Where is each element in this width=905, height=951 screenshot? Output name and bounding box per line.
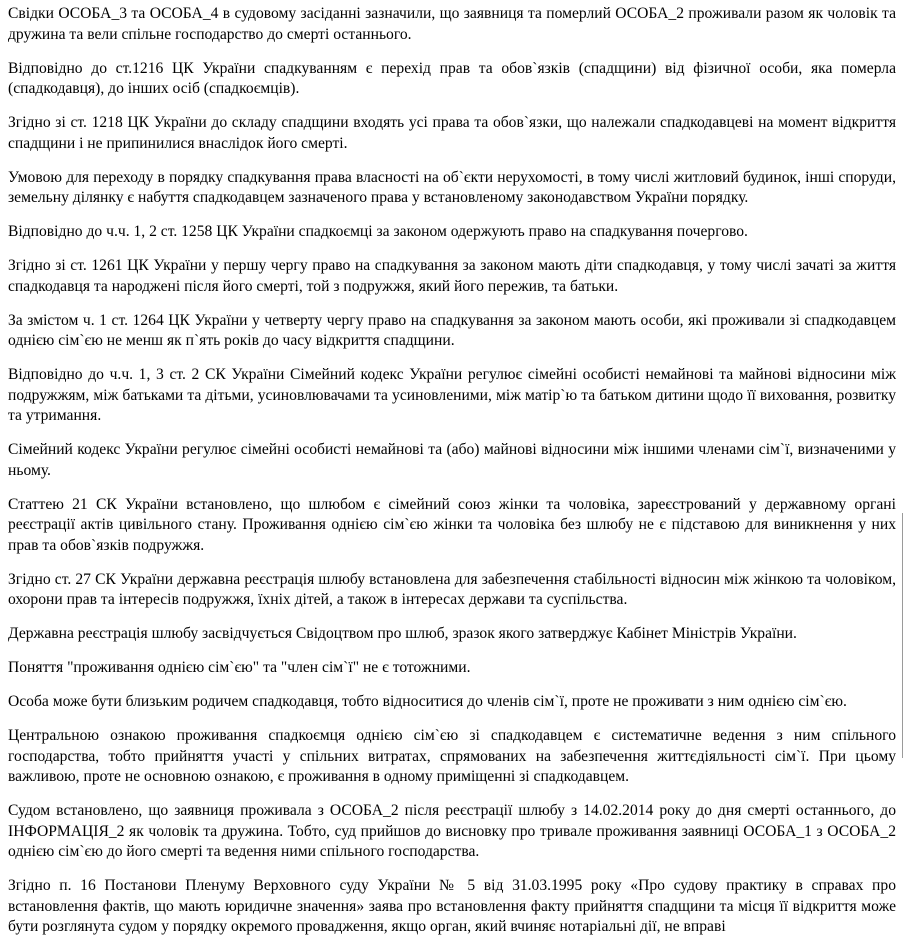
paragraph: Сімейний кодекс України регулює сімейні особисті немайнові та (або) майнові відносини між іншими членами сім`ї, визначеними у ньому. xyxy=(8,441,896,479)
paragraph: Умовою для переходу в порядку спадкування права власності на об`єкти нерухомості, в тому числі житловий будинок, інші споруди, земельну ділянку є набуття спадкодавцем зазначеного права у встановленому законодавством України порядку. xyxy=(8,168,896,206)
scrollbar-track[interactable] xyxy=(902,513,903,758)
document-body xyxy=(8,4,896,951)
paragraph: Згідно п. 16 Постанови Пленуму Верховного суду України № 5 від 31.03.1995 року «Про судову практику в справах про встановлення фактів, що мають юридичне значення» заява про встановлення факту прийняття спадщини та місця її відкриття може бути розглянута судом у порядку окремого провадження, якщо орган, який вчиняє нотаріальні дії, не вправі xyxy=(8,877,896,935)
paragraph: За змістом ч. 1 ст. 1264 ЦК України у четверту чергу право на спадкування за законом мають особи, які проживали зі спадкодавцем однією сім`єю не менш як п`ять років до часу відкриття спадщини. xyxy=(8,311,896,349)
paragraph: Центральною ознакою проживання спадкоємця однією сім`єю зі спадкодавцем є систематичне ведення з ним спільного господарства, тобто прийняття участі у спільних витратах, спрямованих на забезпечення життєдіяльності сім`ї. При цьому важливою, проте не основною ознакою, є проживання в одному приміщенні зі спадкодавцем. xyxy=(8,727,896,785)
paragraph: Судом встановлено, що заявниця проживала з ОСОБА_2 після реєстрації шлюбу з 14.02.2014 року до дня смерті останнього, до ІНФОРМАЦІЯ_2 як чоловік та дружина. Тобто, суд прийшов до висновку про тривале проживання заявниці ОСОБА_1 з ОСОБА_2 однією сім`єю до його смерті та ведення ними спільного господарства. xyxy=(8,802,896,860)
paragraph: Згідно зі ст. 1261 ЦК України у першу чергу право на спадкування за законом мають діти спадкодавця, у тому числі зачаті за життя спадкодавця та народжені після його смерті, той з подружжя, який його пережив, та батьки. xyxy=(8,257,896,295)
paragraph: Статтею 21 СК України встановлено, що шлюбом є сімейний союз жінки та чоловіка, зареєстрований у державному органі реєстрації актів цивільного стану. Проживання однією сім`єю жінки та чоловіка без шлюбу не є підставою для виникнення у них прав та обов`язків подружжя. xyxy=(8,495,896,554)
paragraph: Згідно зі ст. 1218 ЦК України до складу спадщини входять усі права та обов`язки, що належали спадкодавцеві на момент відкриття спадщини і не припинилися внаслідок його смерті. xyxy=(8,114,896,152)
paragraph: Поняття "проживання однією сім`єю" та "член сім`ї" не є тотожними. xyxy=(8,659,471,676)
paragraph: Особа може бути близьким родичем спадкодавця, тобто відноситися до членів сім`ї, проте не проживати з ним однією сім`єю. xyxy=(8,693,847,710)
paragraph: Відповідно до ст.1216 ЦК України спадкуванням є перехід прав та обов`язків (спадщини) від фізичної особи, яка померла (спадкодавця), до інших осіб (спадкоємців). xyxy=(8,59,896,97)
paragraph: Державна реєстрація шлюбу засвідчується Свідоцтвом про шлюб, зразок якого затверджує Кабінет Міністрів України. xyxy=(8,625,797,642)
paragraph: Свідки ОСОБА_3 та ОСОБА_4 в судовому засіданні зазначили, що заявниця та померлий ОСОБА_2 проживали разом як чоловік та дружина та вели спільне господарство до смерті останнього. xyxy=(8,5,896,43)
paragraph: Відповідно до ч.ч. 1, 2 ст. 1258 ЦК України спадкоємці за законом одержують право на спадкування почергово. xyxy=(8,223,748,240)
paragraph: Відповідно до ч.ч. 1, 3 ст. 2 СК України Сімейний кодекс України регулює сімейні особисті немайнові та майнові відносини між подружжям, між батьками та дітьми, усиновлювачами та усиновленими, між матір`ю та батьком дитини щодо її виховання, розвитку та утримання. xyxy=(8,366,896,424)
paragraph: Згідно ст. 27 СК України державна реєстрація шлюбу встановлена для забезпечення стабільності відносин між жінкою та чоловіком, охорони прав та інтересів подружжя, їхніх дітей, а також в інтересах держави та суспільства. xyxy=(8,570,896,608)
